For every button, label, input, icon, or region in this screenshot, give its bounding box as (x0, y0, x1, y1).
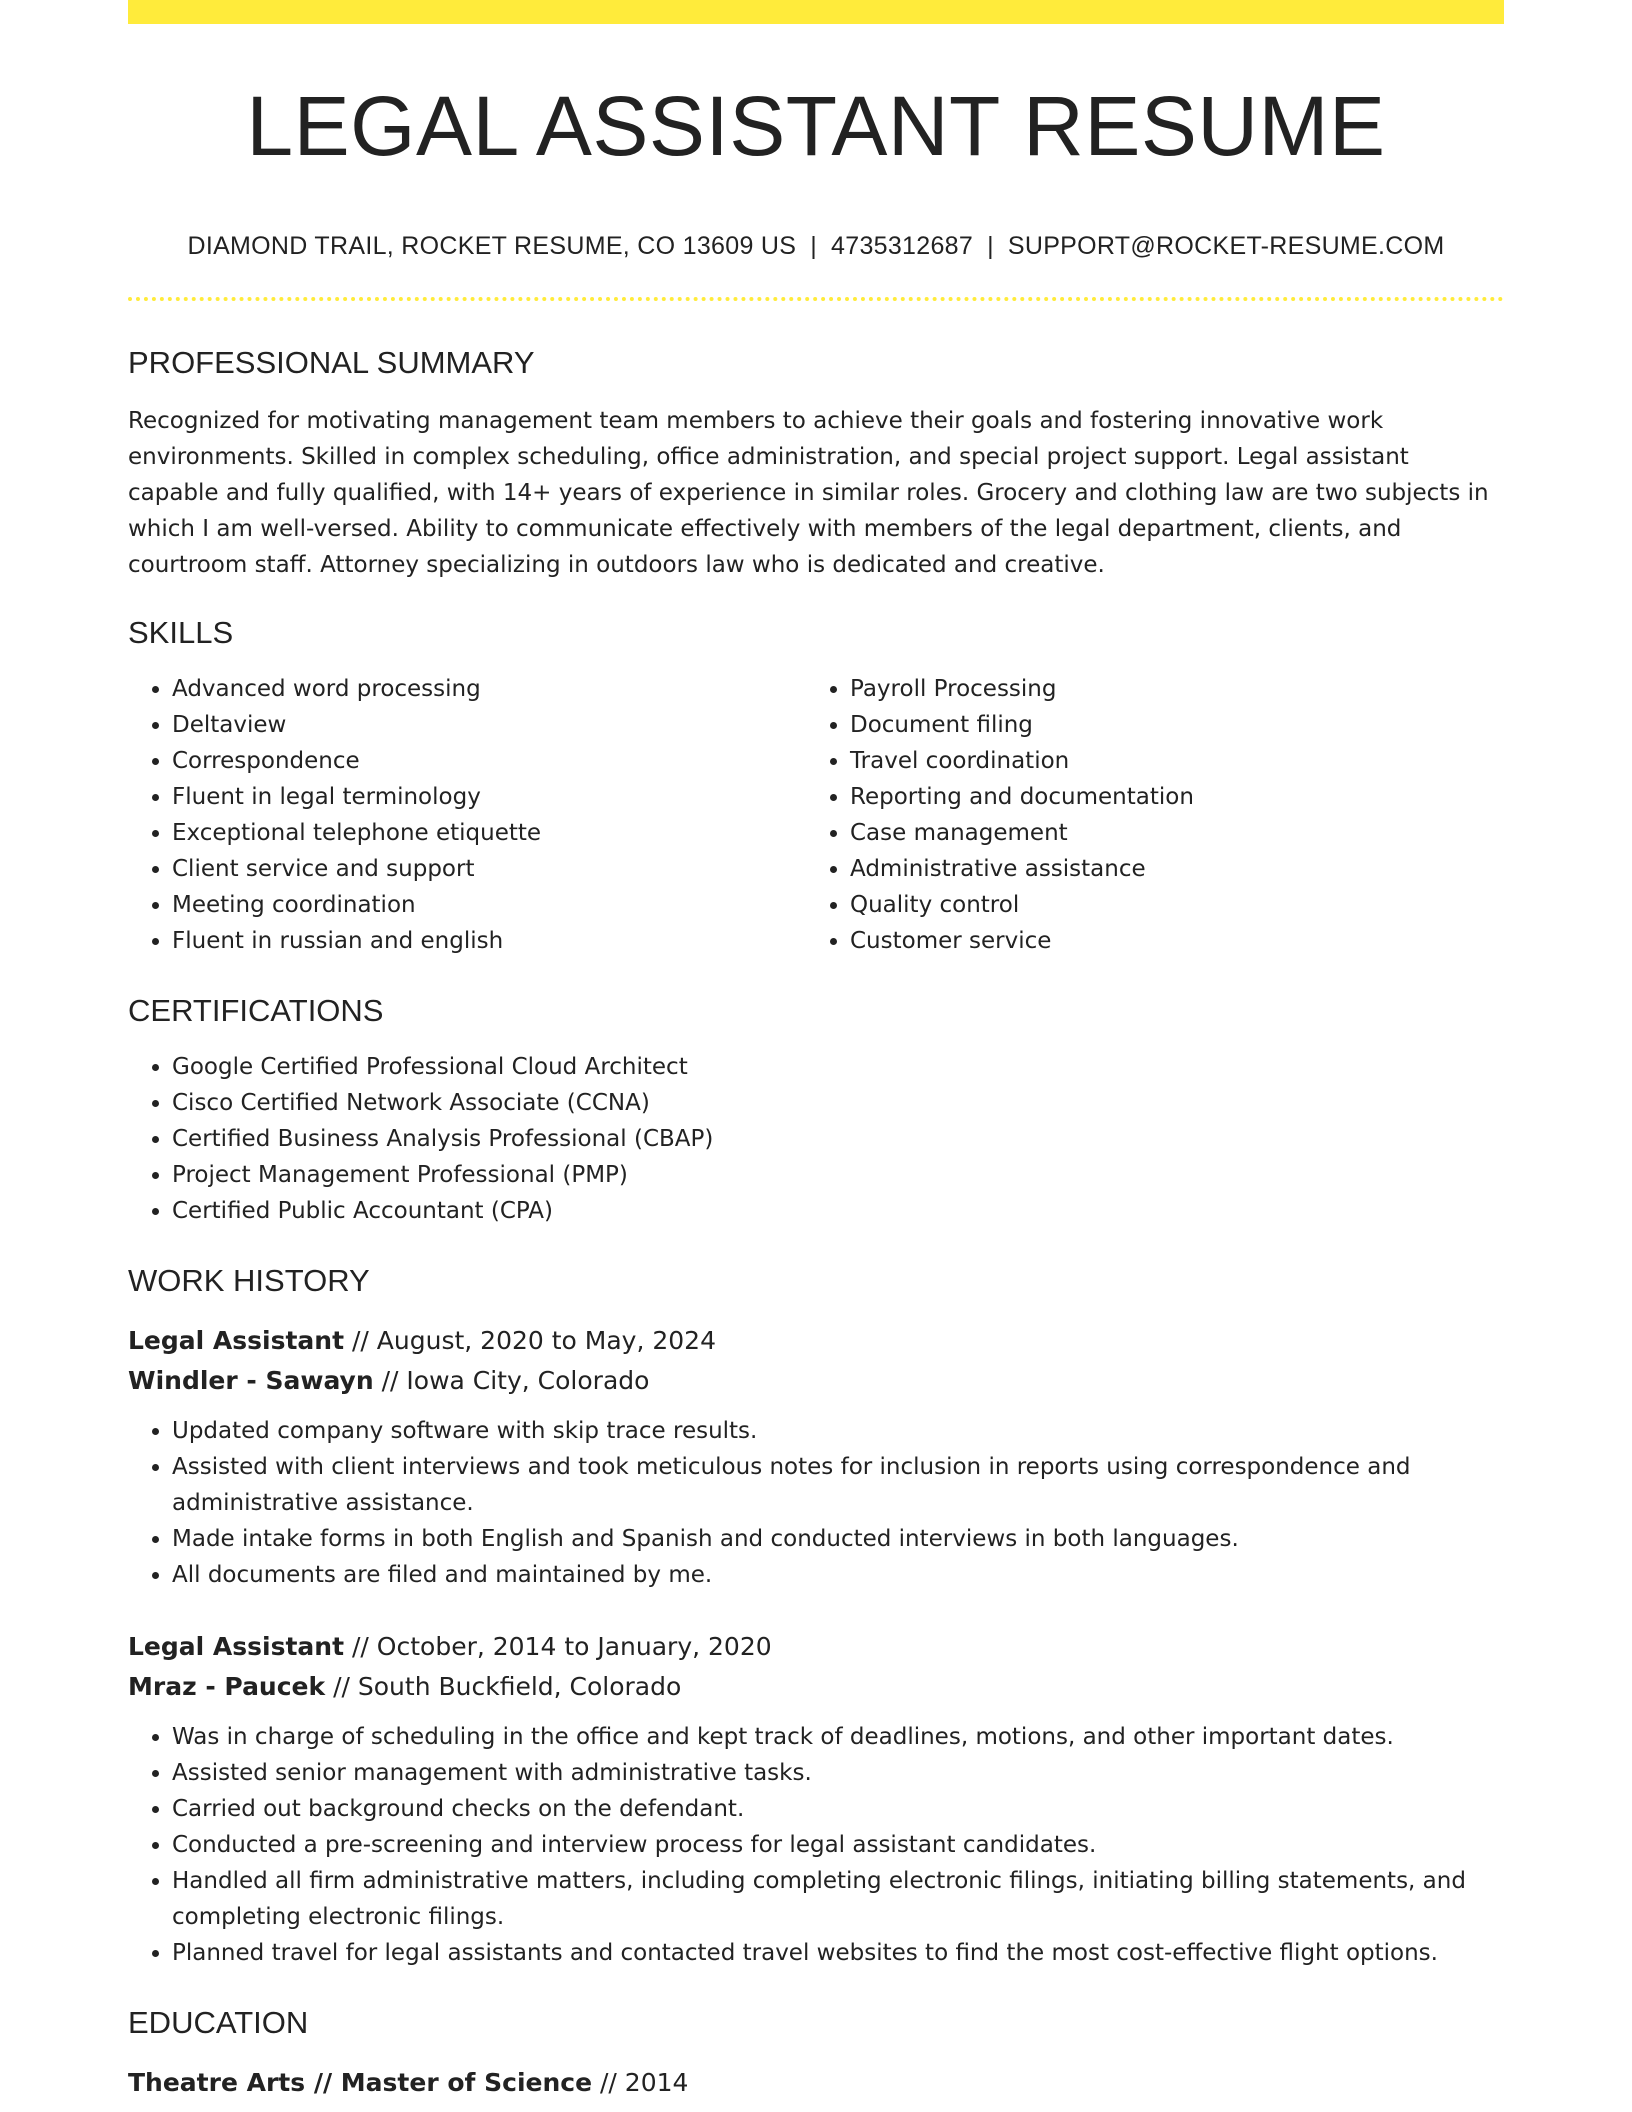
job-bullet: • Planned travel for legal assistants and contacted travel websites to find the most cost-effective flight options. (172, 1935, 1504, 1971)
education-entry (128, 2063, 1504, 2103)
skills-list-left (128, 671, 806, 959)
skill-item: • Case management (850, 815, 1484, 851)
resume-page (128, 0, 1504, 2103)
job-title-line (128, 1627, 1504, 1667)
certification-item: • Certified Business Analysis Professional (CBAP) (172, 1121, 1504, 1157)
job-company: Mraz - Paucek (128, 1672, 326, 1702)
skill-item: • Fluent in russian and english (172, 923, 806, 959)
dotted-divider (128, 297, 1504, 301)
job-title-line (128, 1321, 1504, 1361)
job-location: // South Buckfield, Colorado (325, 1672, 682, 1702)
skill-item: • Payroll Processing (850, 671, 1484, 707)
skill-item: • Travel coordination (850, 743, 1484, 779)
certification-item: • Google Certified Professional Cloud Architect (172, 1049, 1504, 1085)
job-company: Windler - Sawayn (128, 1366, 374, 1396)
education-degree: Theatre Arts // Master of Science (128, 2068, 593, 2098)
skill-item: • Customer service (850, 923, 1484, 959)
certifications-heading: CERTIFICATIONS (128, 993, 384, 1029)
skill-item: • Correspondence (172, 743, 806, 779)
skills-heading: SKILLS (128, 615, 234, 651)
job-bullet: • Conducted a pre-screening and interview process for legal assistant candidates. (172, 1827, 1504, 1863)
skill-item: • Fluent in legal terminology (172, 779, 806, 815)
job-bullets (128, 1719, 1504, 1971)
contact-email: SUPPORT@ROCKET-RESUME.COM (1007, 232, 1445, 261)
job-title: Legal Assistant (128, 1632, 345, 1662)
skill-item: • Meeting coordination (172, 887, 806, 923)
summary-text: Recognized for motivating management team members to achieve their goals and fostering innovative work environments. Skilled in complex scheduling, office administration, and special project support. Legal assistant capable and fully qualified, with 14+ years of experience in similar roles. Grocery and clothing law are two subjects in which I am well-versed. Ability to communicate effectively with members of the legal department, clients, and courtroom staff. Attorney specializing in outdoors law who is dedicated and creative. (128, 408, 1489, 579)
job-title: Legal Assistant (128, 1326, 345, 1356)
skills-list-right (806, 671, 1484, 959)
summary-heading: PROFESSIONAL SUMMARY (128, 345, 535, 381)
job-dates: // August, 2020 to May, 2024 (344, 1326, 716, 1356)
job-bullet: • All documents are filed and maintained by me. (172, 1557, 1504, 1593)
skill-item: • Deltaview (172, 707, 806, 743)
job-company-line (128, 1667, 1504, 1707)
certification-item: • Project Management Professional (PMP) (172, 1157, 1504, 1193)
job-bullet: • Carried out background checks on the defendant. (172, 1791, 1504, 1827)
job-bullet: • Handled all firm administrative matters, including completing electronic filings, initiating billing statements, and completing electronic filings. (172, 1863, 1504, 1935)
job-company-line (128, 1361, 1504, 1401)
work-history-heading: WORK HISTORY (128, 1263, 370, 1299)
job-bullet: • Updated company software with skip trace results. (172, 1413, 1504, 1449)
job-entry (128, 1321, 1504, 1593)
skill-item: • Reporting and documentation (850, 779, 1484, 815)
job-bullet: • Assisted senior management with administrative tasks. (172, 1755, 1504, 1791)
contact-address: DIAMOND TRAIL, ROCKET RESUME, CO 13609 US (187, 232, 797, 261)
top-accent-bar (128, 0, 1504, 24)
job-bullet: • Assisted with client interviews and took meticulous notes for inclusion in reports using correspondence and administrative assistance. (172, 1449, 1504, 1521)
certification-item: • Certified Public Accountant (CPA) (172, 1193, 1504, 1229)
skill-item: • Document filing (850, 707, 1484, 743)
resume-title: LEGAL ASSISTANT RESUME (246, 79, 1386, 173)
job-bullet: • Made intake forms in both English and Spanish and conducted interviews in both languages. (172, 1521, 1504, 1557)
education-year: // 2014 (592, 2068, 689, 2098)
skill-item: • Quality control (850, 887, 1484, 923)
education-heading: EDUCATION (128, 2005, 309, 2041)
skill-item: • Exceptional telephone etiquette (172, 815, 806, 851)
certification-item: • Cisco Certified Network Associate (CCNA) (172, 1085, 1504, 1121)
skills-grid (128, 651, 1504, 959)
skill-item: • Advanced word processing (172, 671, 806, 707)
contact-line (128, 232, 1504, 261)
skill-item: • Administrative assistance (850, 851, 1484, 887)
job-entry (128, 1627, 1504, 1971)
job-dates: // October, 2014 to January, 2020 (344, 1632, 772, 1662)
job-bullet: • Was in charge of scheduling in the office and kept track of deadlines, motions, and other important dates. (172, 1719, 1504, 1755)
certifications-list (128, 1049, 1504, 1229)
contact-phone: 4735312687 (831, 232, 974, 261)
contact-separator: | (810, 232, 818, 261)
job-bullets (128, 1413, 1504, 1593)
contact-separator: | (987, 232, 994, 261)
skill-item: • Client service and support (172, 851, 806, 887)
job-location: // Iowa City, Colorado (373, 1366, 650, 1396)
